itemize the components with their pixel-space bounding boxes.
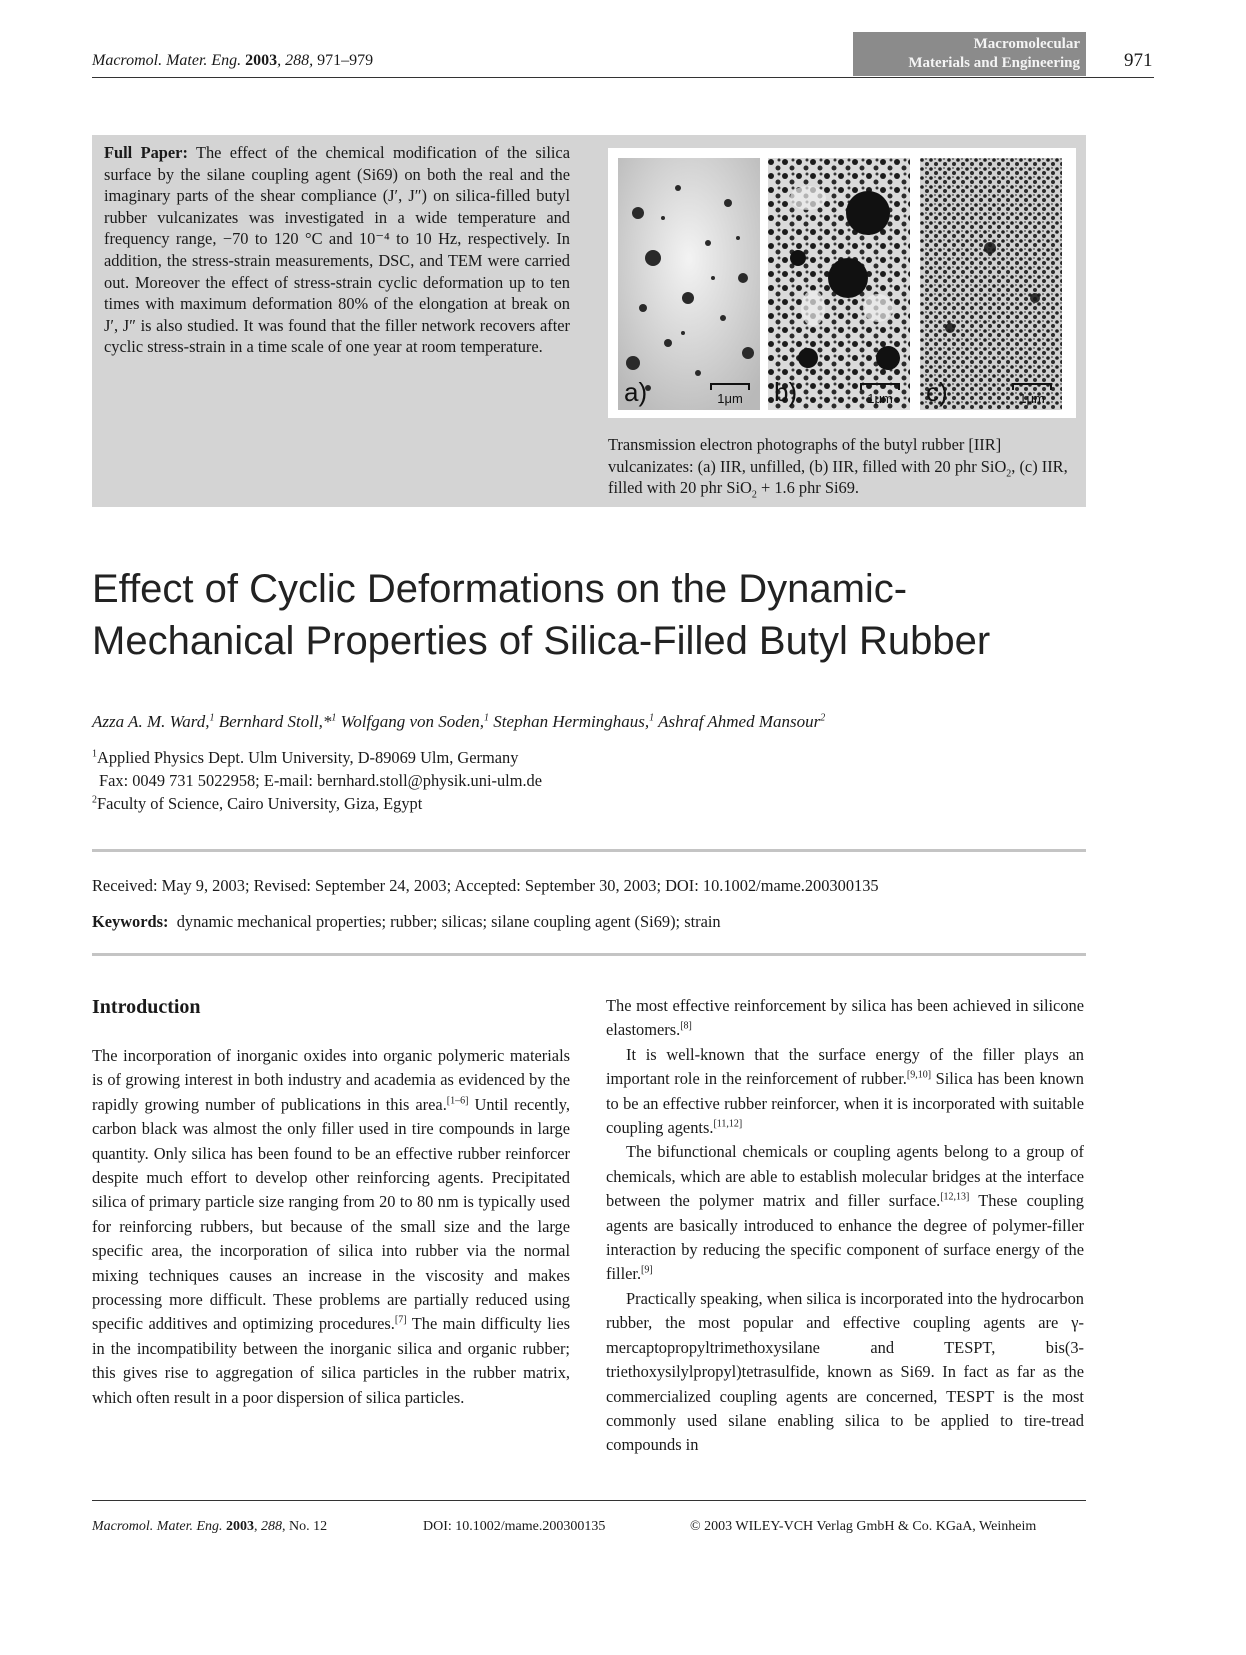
tem-panel-c <box>920 158 1062 410</box>
author-name: Wolfgang von Soden, <box>340 712 485 731</box>
affiliation-2 <box>92 794 422 814</box>
paragraph-text: Practically speaking, when silica is incorporated into the hydrocarbon rubber, the most popular and effective coupling agents are γ-mercaptopropyltrimethoxysilane and TESPT, bis(3-triethoxysilylpropyl)tetrasulfide, known as Si69. In fact as far as the commercialized coupling agents are concerned, TESPT is the most commonly used silane enabling silica to be applied to tire-tread compounds in <box>606 1288 1084 1455</box>
footer-rule <box>92 1500 1086 1501</box>
affiliation-text: Faculty of Science, Cairo University, Giza, Egypt <box>97 794 423 813</box>
caption-sub-2: 2 <box>751 489 757 501</box>
footer-issue: , No. 12 <box>282 1519 328 1534</box>
caption-sub-1: 2 <box>1006 467 1012 479</box>
figure-caption <box>608 434 1078 499</box>
article-dates: Received: May 9, 2003; Revised: September 24, 2003; Accepted: September 30, 2003; DOI: 10.1002/mame.200300135 <box>92 876 879 895</box>
panel-label-b: b) <box>774 377 798 407</box>
left-column <box>92 1044 570 1410</box>
author-name: Azza A. M. Ward, <box>92 712 210 731</box>
footer-journal: Macromol. Mater. Eng. <box>92 1519 223 1534</box>
paragraph <box>92 1044 570 1410</box>
keywords-text: dynamic mechanical properties; rubber; silicas; silane coupling agent (Si69); strain <box>176 912 721 931</box>
footer-volume: 288 <box>261 1519 283 1534</box>
citation: [12,13] <box>940 1191 970 1203</box>
tem-image-a <box>618 158 760 410</box>
tem-panel-b <box>768 158 910 410</box>
paragraph-text: Until recently, carbon black was almost the only filler used in tire compounds in large quantity. Only silica has been found to be an effective rubber reinforcer despite much effort to develop other reinforcing agents. Precipitated silica of primary particle size ranging from 20 to 80 nm is typically used for reinforcing rubbers, but because of the small size and the large specific area, the incorporation of silica into rubber via the normal mixing techniques causes an increase in the viscosity and makes processing more difficult. These problems are partially reduced using specific additives and optimizing procedures. <box>92 1094 570 1334</box>
author-affil-sup: 2 <box>820 712 826 724</box>
abstract <box>104 142 570 358</box>
abstract-text: The effect of the chemical modification of the silica surface by the silane coupling agent (Si69) on both the real and the imaginary parts of the shear compliance (J′, J″) on silica-filled butyl rubber vulcanizates was investigated in a wide temperature and frequency range, −70 to 120 °C and 10⁻⁴ to 10 Hz, respectively. In addition, the stress-strain measurements, DSC, and TEM were carried out. Moreover the effect of stress-strain cyclic deformation up to ten times with maximum deformation 80% of the elongation at break on J′, J″ is also studied. It was found that the filler network recovers after cyclic stress-strain in a time scale of one year at room temperature. <box>104 143 570 357</box>
journal-volume: 288 <box>285 52 310 69</box>
caption-part-3: + 1.6 phr Si69. <box>756 478 860 498</box>
tem-image-c <box>920 158 1062 410</box>
scale-line-a <box>710 383 750 390</box>
author-affil-sup: 1 <box>209 712 215 724</box>
tem-panel-a <box>618 158 760 410</box>
paragraph-text: These coupling agents are basically introduced to enhance the degree of polymer-filler interaction by reducing the specific component of surface energy of the filler. <box>606 1191 1084 1284</box>
journal-name: Macromol. Mater. Eng. <box>92 52 242 69</box>
scale-label-a: 1μm <box>717 391 743 406</box>
scale-label-c: 1μm <box>1019 391 1045 406</box>
author-list <box>92 712 825 732</box>
citation: [9] <box>641 1265 653 1276</box>
paragraph-text: The main difficulty lies in the incompatibility between the inorganic silica and organic rubber; this gives rise to aggregation of silica particles in the rubber matrix, which often result in a poor dispersion of silica particles. <box>92 1314 571 1407</box>
panel-label-c: c) <box>926 377 948 407</box>
author-affil-sup: 1 <box>484 712 490 724</box>
scale-bar-b <box>860 383 900 406</box>
logo-line-1: Macromolecular <box>973 36 1080 52</box>
author-name: Ashraf Ahmed Mansour <box>658 712 821 731</box>
citation: [8] <box>680 1020 692 1032</box>
paragraph-text: The most effective reinforcement by silica has been achieved in silicone elastomers. <box>606 996 1084 1040</box>
paragraph <box>606 1287 1084 1458</box>
abstract-label: Full Paper: <box>104 143 188 162</box>
affiliation-sup: 2 <box>92 794 97 806</box>
scale-bar-a <box>710 383 750 406</box>
scale-label-b: 1μm <box>867 391 893 406</box>
logo-line-2: Materials and Engineering <box>908 55 1080 71</box>
tem-figure <box>608 148 1076 418</box>
citation: [1–6] <box>446 1095 469 1107</box>
title-line-2: Mechanical Properties of Silica-Filled Butyl Rubber <box>92 619 991 663</box>
paragraph-text: It is well-known that the surface energy of the filler plays an important role in the reinforcement of rubber. <box>606 1044 1084 1089</box>
paragraph-text: The bifunctional chemicals or coupling agents belong to a group of chemicals, which are able to establish molecular bridges at the interface between the polymer matrix and filler surface. <box>606 1142 1084 1211</box>
citation: [9,10] <box>906 1069 932 1081</box>
paragraph-text: Silica has been known to be an effective rubber reinforcer, when it is incorporated with suitable coupling agents. <box>606 1069 1084 1138</box>
scale-line-b <box>860 383 900 390</box>
citation: [7] <box>394 1315 407 1326</box>
panel-label-a: a) <box>624 377 648 407</box>
affiliation-contact: Fax: 0049 731 5022958; E-mail: bernhard.stoll@physik.uni-ulm.de <box>99 771 543 790</box>
header-rule <box>92 77 1154 78</box>
paragraph-text: The incorporation of inorganic oxides into organic polymeric materials is of growing interest in both industry and academia as evidenced by the rapidly growing number of publications in this area. <box>92 1046 570 1114</box>
journal-logo <box>853 32 1086 76</box>
author-affil-sup: 1 <box>331 712 337 724</box>
title-line-1: Effect of Cyclic Deformations on the Dynamic- <box>92 567 908 611</box>
scale-bar-c <box>1012 383 1052 406</box>
author-affil-sup: 1 <box>649 712 655 724</box>
scale-line-c <box>1012 383 1052 390</box>
paragraph <box>606 1043 1084 1141</box>
affiliation-1 <box>92 748 518 768</box>
running-head: Macromol. Mater. Eng. 2003, 288, 971–979 <box>92 52 374 69</box>
journal-pages: 971–979 <box>317 52 374 69</box>
footer-citation: Macromol. Mater. Eng. 2003, 288, No. 12 <box>92 1519 328 1534</box>
citation: [11,12] <box>713 1118 743 1130</box>
article-title <box>92 563 1092 667</box>
right-column <box>606 994 1084 1458</box>
footer-year: 2003 <box>226 1519 255 1534</box>
page-number: 971 <box>1124 50 1153 71</box>
keywords <box>92 912 721 932</box>
paragraph <box>606 994 1084 1043</box>
affiliation-sup: 1 <box>92 748 97 760</box>
paragraph <box>606 1140 1084 1286</box>
affiliation-text: Applied Physics Dept. Ulm University, D-89069 Ulm, Germany <box>97 748 519 767</box>
caption-part-2: , (c) IIR, filled with 20 phr SiO <box>608 456 1068 498</box>
author-name: Bernhard Stoll,* <box>218 712 332 731</box>
caption-part-1: Transmission electron photographs of the butyl rubber [IIR] vulcanizates: (a) IIR, unfilled, (b) IIR, filled with 20 phr SiO <box>608 435 1007 476</box>
tem-image-b <box>768 158 910 410</box>
divider-bottom <box>92 953 1086 956</box>
keywords-label: Keywords: <box>92 912 169 931</box>
author-name: Stephan Herminghaus, <box>493 712 650 731</box>
journal-year: 2003 <box>245 52 278 69</box>
divider-top <box>92 849 1086 852</box>
section-heading-introduction: Introduction <box>92 996 201 1018</box>
footer-copyright: © 2003 WILEY-VCH Verlag GmbH & Co. KGaA, Weinheim <box>690 1519 1037 1534</box>
footer-doi: DOI: 10.1002/mame.200300135 <box>423 1519 606 1534</box>
